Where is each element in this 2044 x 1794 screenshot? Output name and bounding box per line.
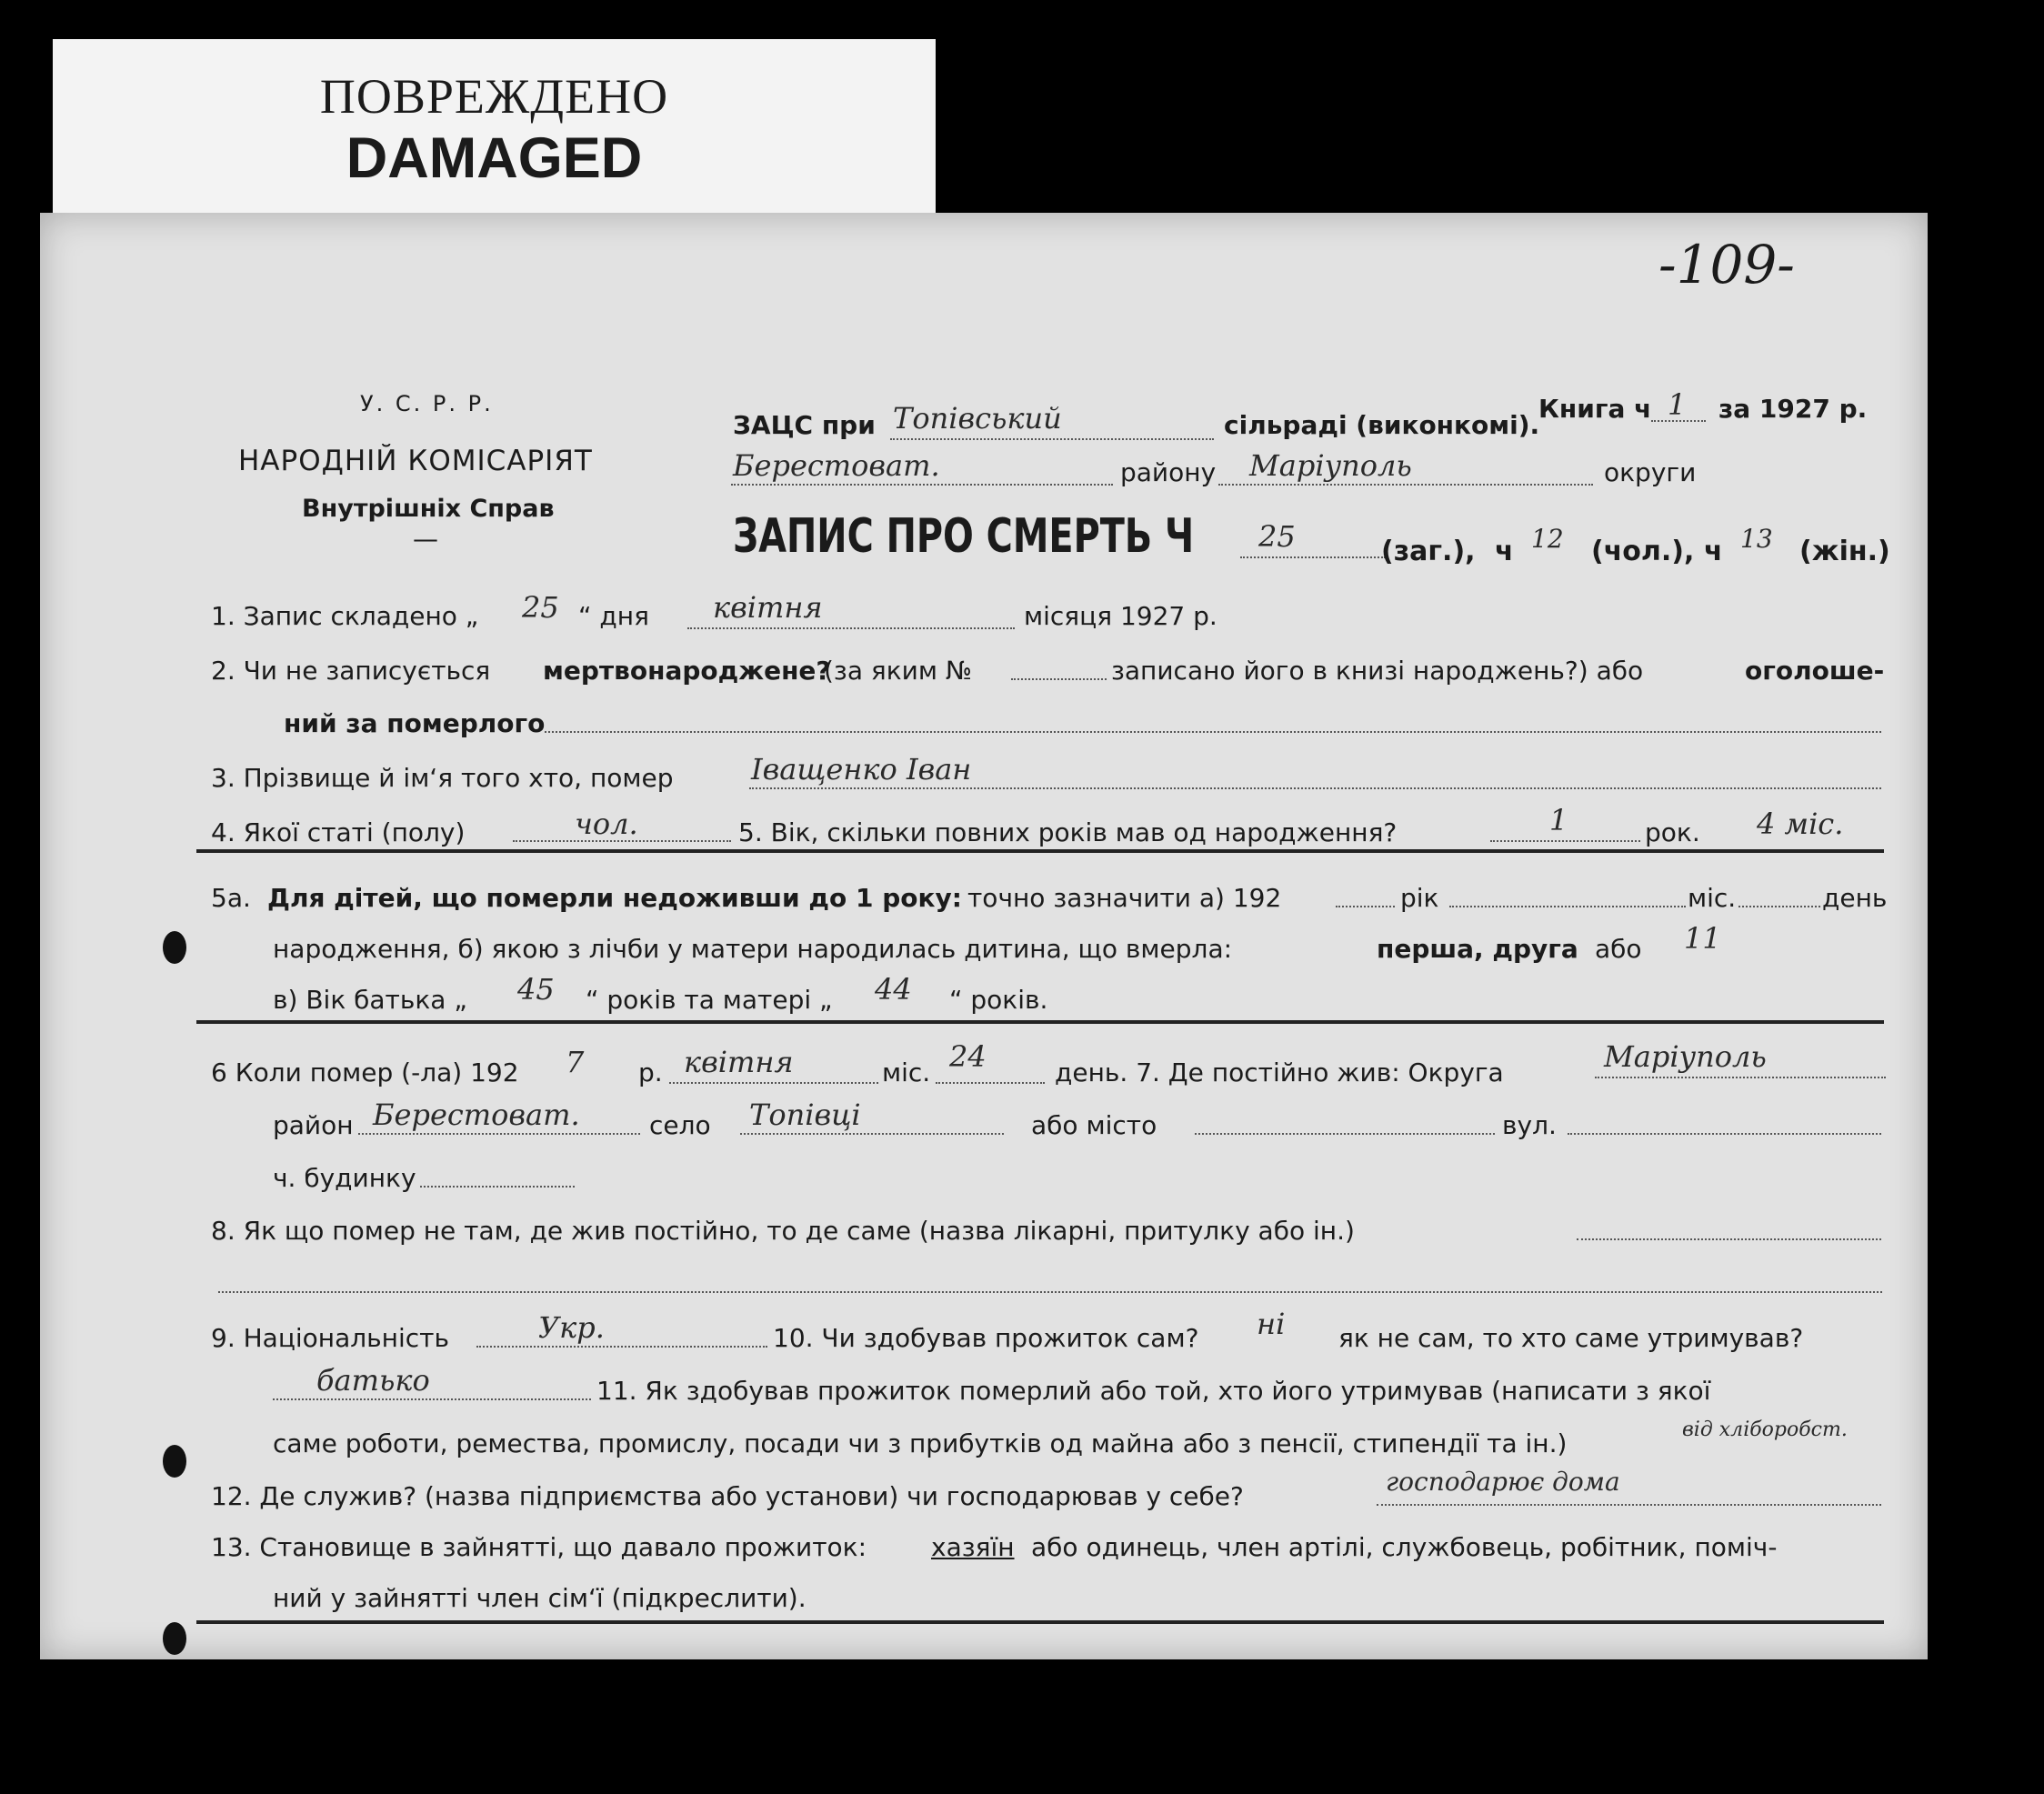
dotted-line <box>740 1133 1004 1135</box>
r5a-day: день <box>1822 883 1888 913</box>
section-rule <box>196 1020 1884 1024</box>
r5a-mother: “ років та матері „ <box>586 985 833 1015</box>
dotted-line <box>731 484 1113 486</box>
r11-label: 11. Як здобував прожиток померлий або той, хто його утримував (написати з якої <box>596 1376 1711 1406</box>
district-hw: Берестоват. <box>733 448 940 483</box>
r5-years-hw: 1 <box>1549 803 1568 837</box>
dotted-line <box>1449 906 1686 907</box>
r10-label: 10. Чи здобував прожиток сам? <box>773 1323 1199 1353</box>
r3-name-hw: Іващенко Іван <box>751 752 972 787</box>
r5a-infants: Для дітей, що померли недоживши до 1 року: <box>267 883 962 913</box>
r5a-father: в) Вік батька „ <box>273 985 467 1015</box>
r5-label: 5. Вік, скільки повних років мав од народження? <box>738 817 1398 847</box>
r11-livelihood-hw: від хліборобст. <box>1682 1418 1848 1441</box>
r5a-mother-hw: 44 <box>875 972 912 1007</box>
section-rule <box>196 1620 1884 1624</box>
r6-day-label: день. 7. Де постійно жив: Округа <box>1055 1057 1504 1087</box>
total-label: (заг.), <box>1381 536 1476 567</box>
district-label: району <box>1120 457 1217 487</box>
r1-day-hw: 25 <box>522 590 559 625</box>
dotted-line <box>1595 1077 1886 1078</box>
total-number-hw: 25 <box>1258 519 1296 554</box>
okrug-hw: Маріуполь <box>1249 448 1412 483</box>
r6-street-label: вул. <box>1502 1110 1557 1140</box>
dotted-line <box>1577 1238 1881 1240</box>
female-number-hw: 13 <box>1740 524 1773 554</box>
r13-owner-underlined: хазяїн <box>931 1532 1015 1562</box>
r3-label: 3. Прізвище й ім‘я того хто, помер <box>211 763 674 793</box>
r5a-years: “ років. <box>949 985 1048 1015</box>
republic: У. С. Р. Р. <box>360 391 494 416</box>
r6-city-label: або місто <box>1031 1110 1157 1140</box>
dotted-line <box>1336 906 1395 907</box>
r5a-father-hw: 45 <box>517 972 555 1007</box>
dotted-line <box>545 731 1881 733</box>
r2-stillborn: мертвонароджене? <box>543 656 831 686</box>
dotted-line <box>1218 484 1593 486</box>
dotted-line <box>218 1291 1882 1293</box>
r10-supporter-hw: батько <box>316 1363 430 1398</box>
dotted-line <box>1738 906 1820 907</box>
r8-label: 8. Як що помер не там, де жив постійно, то де саме (назва лікарні, притулку або ін.) <box>211 1216 1355 1246</box>
dotted-line <box>358 1133 640 1135</box>
r10-who: як не сам, то хто саме утримував? <box>1338 1323 1804 1353</box>
zags-prefix: ЗАЦС при <box>733 410 876 440</box>
r13-cont: ний у зайнятті член сім‘ї (підкреслити). <box>273 1583 807 1613</box>
r13-options: або одинець, член артілі, службовець, робітник, поміч- <box>1031 1532 1778 1562</box>
dotted-line <box>749 787 1881 789</box>
r6-month-hw: квітня <box>684 1045 794 1079</box>
r12-label: 12. Де служив? (назва підприємства або установи) чи господарював у себе? <box>211 1481 1244 1511</box>
r5a-num: 5а. <box>211 883 251 913</box>
r1-label: 1. Запис складено „ <box>211 601 479 631</box>
dotted-line <box>1568 1133 1881 1135</box>
r6-okrug-hw: Маріуполь <box>1604 1039 1767 1074</box>
department: Внутрішніх Справ <box>302 495 555 523</box>
r2-birth-book: записано його в книзі народжень?) або <box>1111 656 1644 686</box>
r1-day-label: “ дня <box>578 601 649 631</box>
r6-district-hw: Берестоват. <box>373 1097 580 1132</box>
okrug-label: округи <box>1604 457 1697 487</box>
dotted-line <box>890 438 1214 440</box>
book-number-hw: 1 <box>1668 387 1687 422</box>
year-label: за 1927 р. <box>1718 394 1868 424</box>
dotted-line <box>1195 1133 1495 1135</box>
r6-year-hw: 7 <box>566 1045 585 1079</box>
r6-village-label: село <box>649 1110 711 1140</box>
r6-year-label: р. <box>638 1057 663 1087</box>
punch-hole <box>163 931 186 964</box>
dotted-line <box>273 1398 591 1400</box>
dotted-line <box>1651 420 1706 422</box>
female-label: (жін.) <box>1799 536 1890 567</box>
death-record-form <box>40 213 1928 1659</box>
r2-label: 2. Чи не записується <box>211 656 491 686</box>
village-council-hw: Топівський <box>893 401 1062 436</box>
stamp-ua: ПОВРЕЖДЕНО <box>319 69 669 124</box>
dotted-line <box>1377 1504 1881 1506</box>
r11-cont: саме роботи, ремества, промислу, посади чи з прибутків од майна або з пенсії, стипендії та ін.) <box>273 1428 1568 1458</box>
r9-label: 9. Національність <box>211 1323 449 1353</box>
r1-month-label: місяця 1927 р. <box>1024 601 1217 631</box>
r6-month-label: міс. <box>882 1057 931 1087</box>
r6-district-label: район <box>273 1110 354 1140</box>
r5a-specify: точно зазначити а) 192 <box>967 883 1282 913</box>
r1-month-hw: квітня <box>713 590 823 625</box>
book-label: Книга ч <box>1538 394 1652 424</box>
r6-day-hw: 24 <box>949 1039 987 1074</box>
r13-label: 13. Становище в зайнятті, що давало прожиток: <box>211 1532 867 1562</box>
r5-months-hw: 4 міс. <box>1757 807 1844 841</box>
dotted-line <box>420 1186 575 1188</box>
commissariat: НАРОДНІЙ КОМІСАРІЯТ <box>238 445 593 477</box>
dotted-line <box>936 1082 1045 1084</box>
punch-hole <box>163 1622 186 1655</box>
header-dash: — <box>413 524 438 554</box>
dotted-line <box>687 627 1015 629</box>
dotted-line <box>1011 678 1107 680</box>
r5-years-label: рок. <box>1645 817 1700 847</box>
council-label: сільраді (виконкомі). <box>1224 410 1540 440</box>
r6-house-label: ч. будинку <box>273 1163 416 1193</box>
r9-nationality-hw: Укр. <box>538 1310 605 1345</box>
r5a-or: або <box>1595 934 1642 964</box>
dotted-line <box>513 840 731 842</box>
r12-employment-hw: господарює дома <box>1386 1467 1620 1497</box>
r5a-order-hw: 11 <box>1684 921 1721 956</box>
r4-label: 4. Якої статі (полу) <box>211 817 466 847</box>
page-number: -109- <box>1658 234 1795 296</box>
stamp-en: DAMAGED <box>346 126 643 190</box>
r4-sex-hw: чол. <box>575 807 638 841</box>
r2-declared-cont: ний за померлого <box>284 708 546 738</box>
ch2: ч <box>1704 536 1723 567</box>
punch-hole <box>163 1445 186 1478</box>
r5a-year: рік <box>1400 883 1439 913</box>
section-rule <box>196 849 1884 853</box>
r5a-first-second: перша, друга <box>1377 934 1578 964</box>
dotted-line <box>476 1346 767 1348</box>
dotted-line <box>1490 840 1640 842</box>
r2-number-label: (за яким № <box>824 656 972 686</box>
r5a-order: народження, б) якою з лічби у матери народилась дитина, що вмерла: <box>273 934 1233 964</box>
damaged-stamp <box>53 39 936 221</box>
dotted-line <box>669 1082 878 1084</box>
ch1: ч <box>1495 536 1514 567</box>
r5a-month: міс. <box>1688 883 1737 913</box>
r6-label: 6 Коли помер (-ла) 192 <box>211 1057 519 1087</box>
r2-declared: оголоше- <box>1745 656 1885 686</box>
r6-village-hw: Топівці <box>749 1097 861 1132</box>
r10-self-hw: ні <box>1257 1307 1286 1341</box>
male-number-hw: 12 <box>1531 524 1564 554</box>
form-title: ЗАПИС ПРО СМЕРТЬ Ч <box>733 509 1195 564</box>
male-label: (чол.), <box>1591 536 1695 567</box>
dotted-line <box>1240 556 1386 558</box>
